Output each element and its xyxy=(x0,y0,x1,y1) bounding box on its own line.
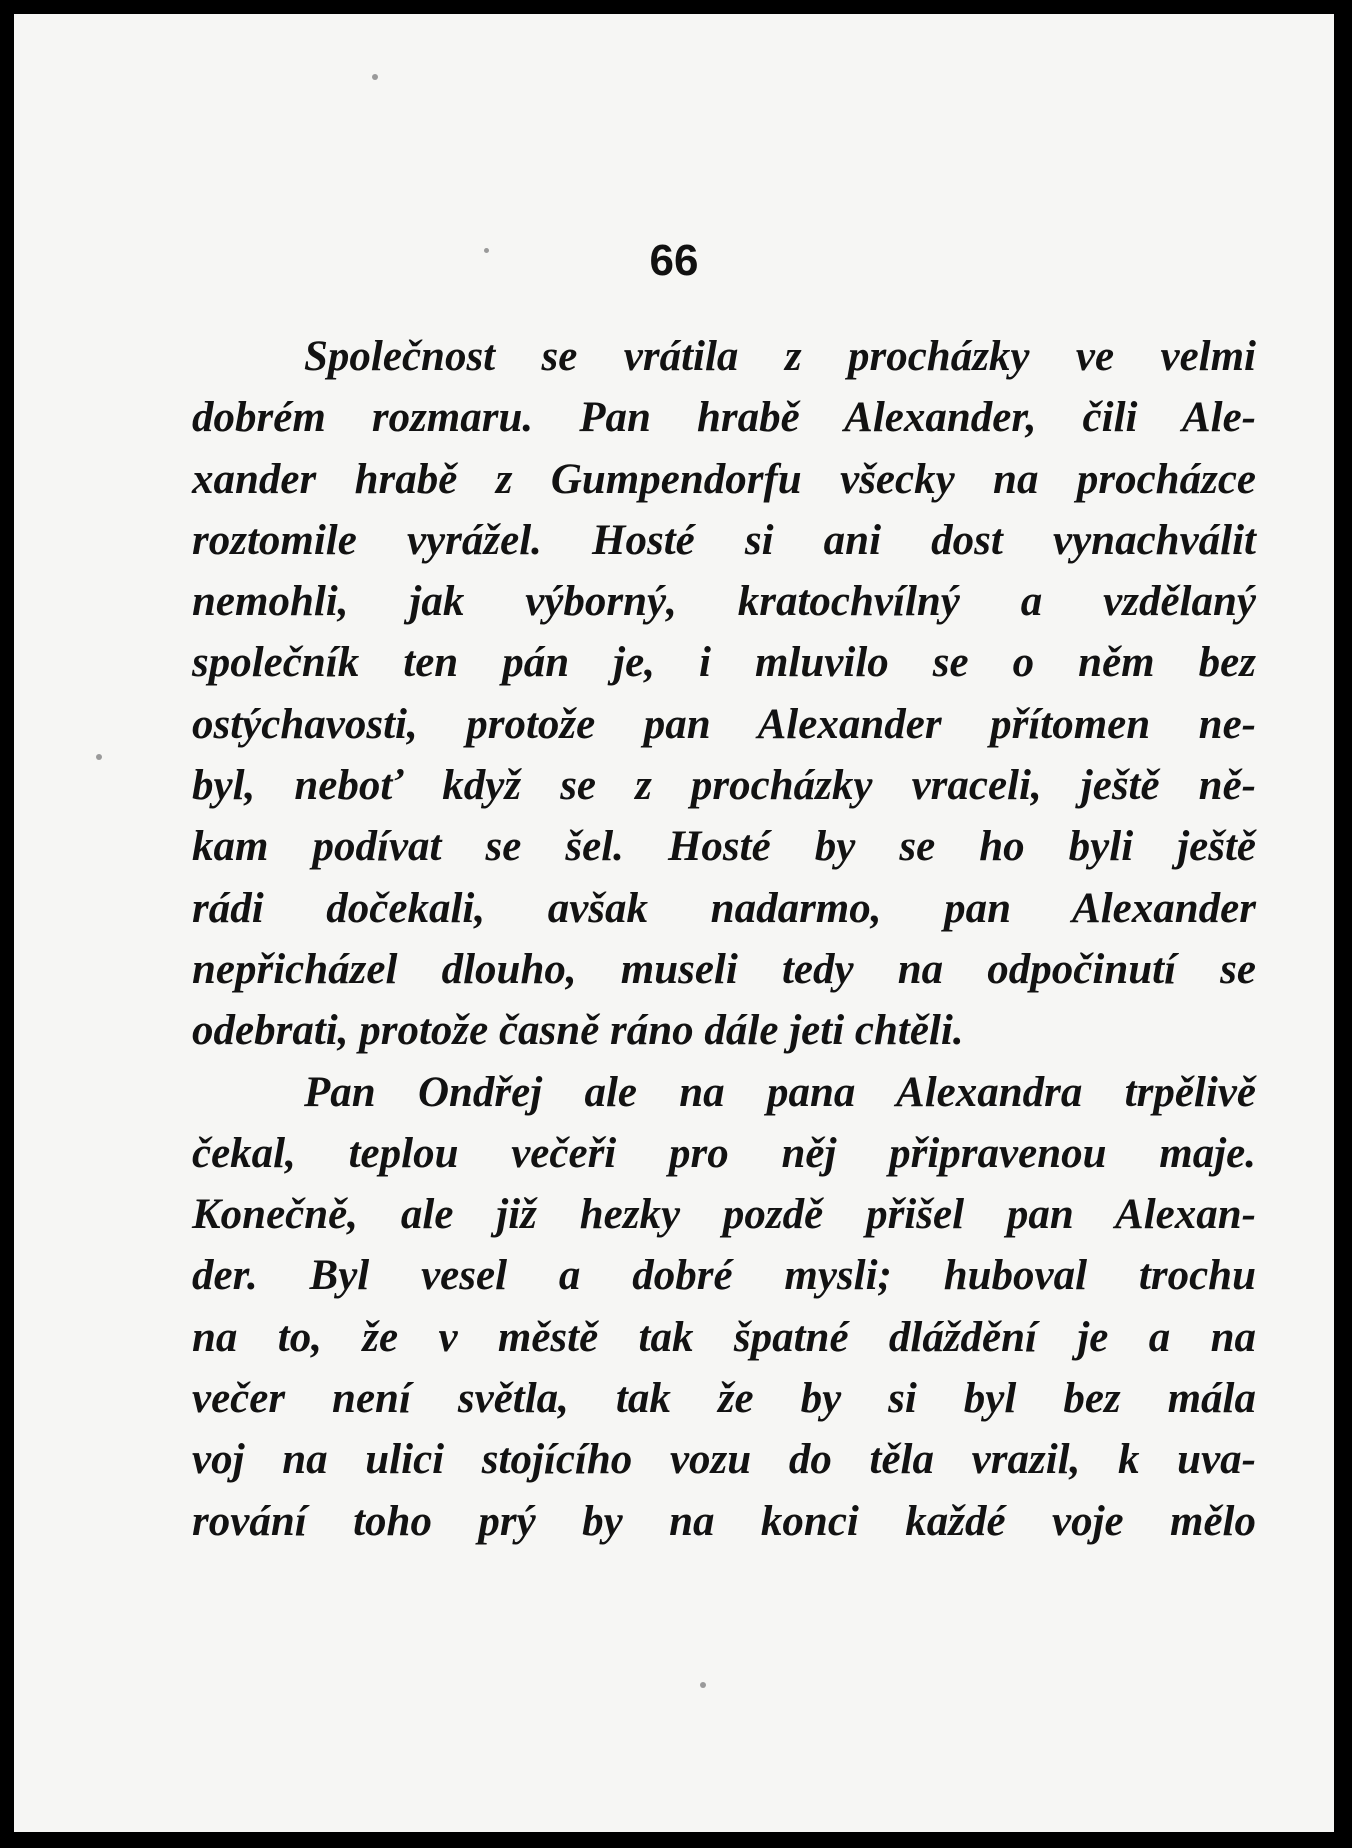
book-page xyxy=(14,14,1334,1832)
text-line: ostýchavosti, protože pan Alexander přítomen ne- xyxy=(192,700,1256,748)
text-line: xander hrabě z Gumpendorfu všecky na procházce xyxy=(192,455,1256,503)
text-line: rádi dočekali, avšak nadarmo, pan Alexander xyxy=(192,884,1256,932)
print-speck xyxy=(700,1682,706,1688)
text-line: Konečně, ale již hezky pozdě přišel pan Alexan- xyxy=(192,1191,1256,1239)
print-speck xyxy=(372,74,378,80)
text-line: voj na ulici stojícího vozu do těla vrazil, k uva- xyxy=(192,1436,1256,1484)
text-line: byl, neboť když se z procházky vraceli, ještě ně- xyxy=(192,762,1256,810)
text-line: kam podívat se šel. Hosté by se ho byli ještě xyxy=(192,823,1256,871)
text-line: Společnost se vrátila z procházky ve velmi xyxy=(304,333,1256,380)
text-line: dobrém rozmaru. Pan hrabě Alexander, čili Ale- xyxy=(192,394,1256,442)
text-line: roztomile vyrážel. Hosté si ani dost vynachválit xyxy=(192,516,1256,564)
text-line: nepřicházel dlouho, museli tedy na odpočinutí se xyxy=(192,945,1256,993)
page-number: 66 xyxy=(649,236,699,285)
text-line: odebrati, protože časně ráno dále jeti chtěli. xyxy=(192,1007,964,1055)
text-line: společník ten pán je, i mluvilo se o něm bez xyxy=(192,639,1256,687)
text-line: čekal, teplou večeři pro něj připravenou maje. xyxy=(192,1129,1256,1177)
text-line: večer není světla, tak že by si byl bez mála xyxy=(192,1375,1256,1423)
print-speck xyxy=(96,754,102,760)
text-line: nemohli, jak výborný, kratochvílný a vzdělaný xyxy=(192,578,1256,626)
body-text xyxy=(192,326,1256,1552)
text-line: na to, že v městě tak špatné dláždění je a na xyxy=(192,1313,1256,1361)
text-line: rování toho prý by na konci každé voje mělo xyxy=(192,1497,1256,1545)
text-line: Pan Ondřej ale na pana Alexandra trpělivě xyxy=(304,1068,1256,1116)
text-line: der. Byl vesel a dobré mysli; huboval trochu xyxy=(192,1252,1256,1300)
